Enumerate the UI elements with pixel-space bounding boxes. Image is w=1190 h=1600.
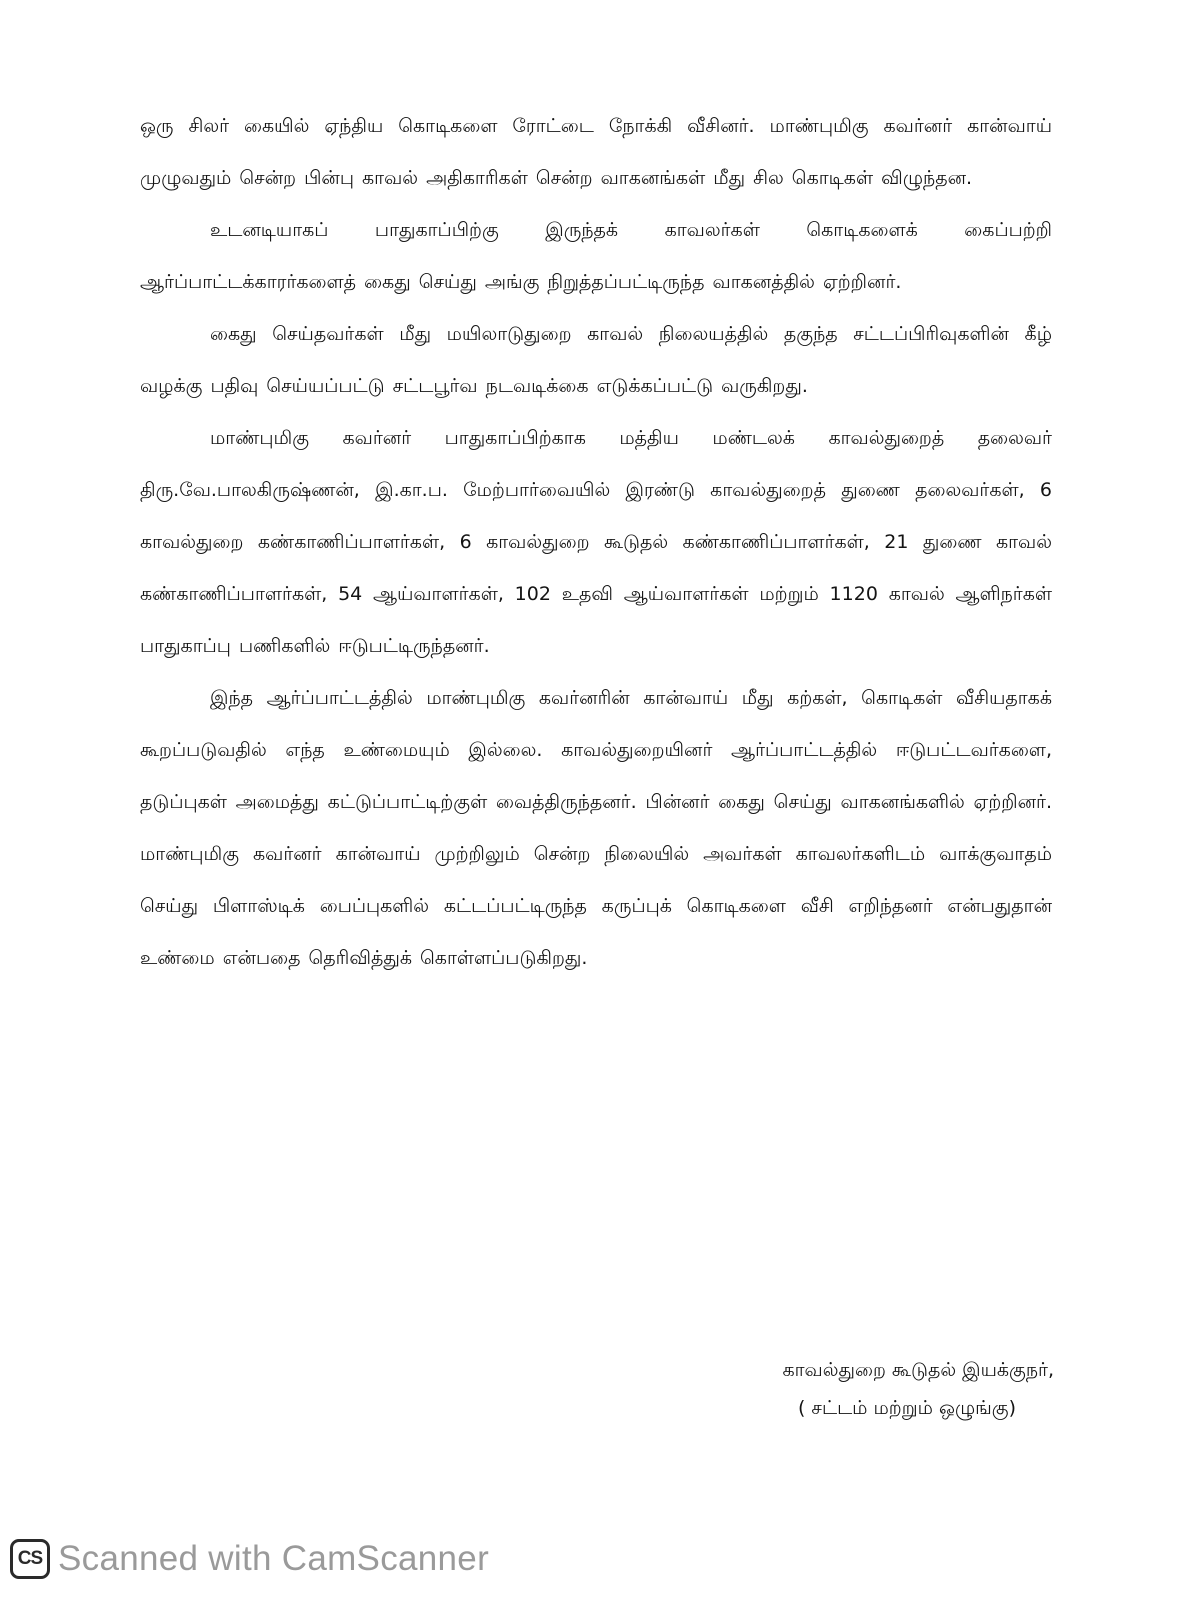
letter-body: [140, 100, 1052, 984]
signatory-title: காவல்துறை கூடுதல் இயக்குநர்,: [782, 1359, 1054, 1381]
paragraph-4: மாண்புமிகு கவர்னர் பாதுகாப்பிற்காக மத்திய மண்டலக் காவல்துறைத் தலைவர் திரு.வே.பாலகிருஷ்ணன், இ.கா.ப. மேற்பார்வையில் இரண்டு காவல்துறைத் துணை தலைவர்கள், 6 காவல்துறை கண்காணிப்பாளர்கள், 6 காவல்துறை கூடுதல் கண்காணிப்பாளர்கள், 21 துணை காவல் கண்காணிப்பாளர்கள், 54 ஆய்வாளர்கள், 102 உதவி ஆய்வாளர்கள் மற்றும் 1120 காவல் ஆளிநர்கள் பாதுகாப்பு பணிகளில் ஈடுபட்டிருந்தனர்.: [140, 427, 1052, 657]
paragraph-5: இந்த ஆர்ப்பாட்டத்தில் மாண்புமிகு கவர்னரின் கான்வாய் மீது கற்கள், கொடிகள் வீசியதாகக் கூறப்படுவதில் எந்த உண்மையும் இல்லை. காவல்துறையினர் ஆர்ப்பாட்டத்தில் ஈடுபட்டவர்களை, தடுப்புகள் அமைத்து கட்டுப்பாட்டிற்குள் வைத்திருந்தனர். பின்னர் கைது செய்து வாகனங்களில் ஏற்றினர். மாண்புமிகு கவர்னர் கான்வாய் முற்றிலும் சென்ற நிலையில் அவர்கள் காவலர்களிடம் வாக்குவாதம் செய்து பிளாஸ்டிக் பைப்புகளில் கட்டப்பட்டிருந்த கருப்புக் கொடிகளை வீசி எறிந்தனர் என்பதுதான் உண்மை என்பதை தெரிவித்துக் கொள்ளப்படுகிறது.: [140, 687, 1052, 969]
paragraph-1: ஒரு சிலர் கையில் ஏந்திய கொடிகளை ரோட்டை நோக்கி வீசினர். மாண்புமிகு கவர்னர் கான்வாய் முழுவதும் சென்ற பின்பு காவல் அதிகாரிகள் சென்ற வாகனங்கள் மீது சில கொடிகள் விழுந்தன.: [140, 115, 1052, 189]
paragraph-3: கைது செய்தவர்கள் மீது மயிலாடுதுறை காவல் நிலையத்தில் தகுந்த சட்டப்பிரிவுகளின் கீழ் வழக்கு பதிவு செய்யப்பட்டு சட்டபூர்வ நடவடிக்கை எடுக்கப்பட்டு வருகிறது.: [140, 323, 1052, 397]
signature-block: [634, 1350, 1054, 1426]
camscanner-logo-icon: CS: [10, 1539, 50, 1579]
camscanner-watermark: [10, 1535, 489, 1583]
paragraph-2: உடனடியாகப் பாதுகாப்பிற்கு இருந்தக் காவலர்கள் கொடிகளைக் கைப்பற்றி ஆர்ப்பாட்டக்காரர்களைத் கைது செய்து அங்கு நிறுத்தப்பட்டிருந்த வாகனத்தில் ஏற்றினர்.: [140, 219, 1052, 293]
watermark-text: Scanned with CamScanner: [58, 1539, 490, 1578]
signatory-department: ( சட்டம் மற்றும் ஒழுங்கு): [797, 1397, 1016, 1419]
